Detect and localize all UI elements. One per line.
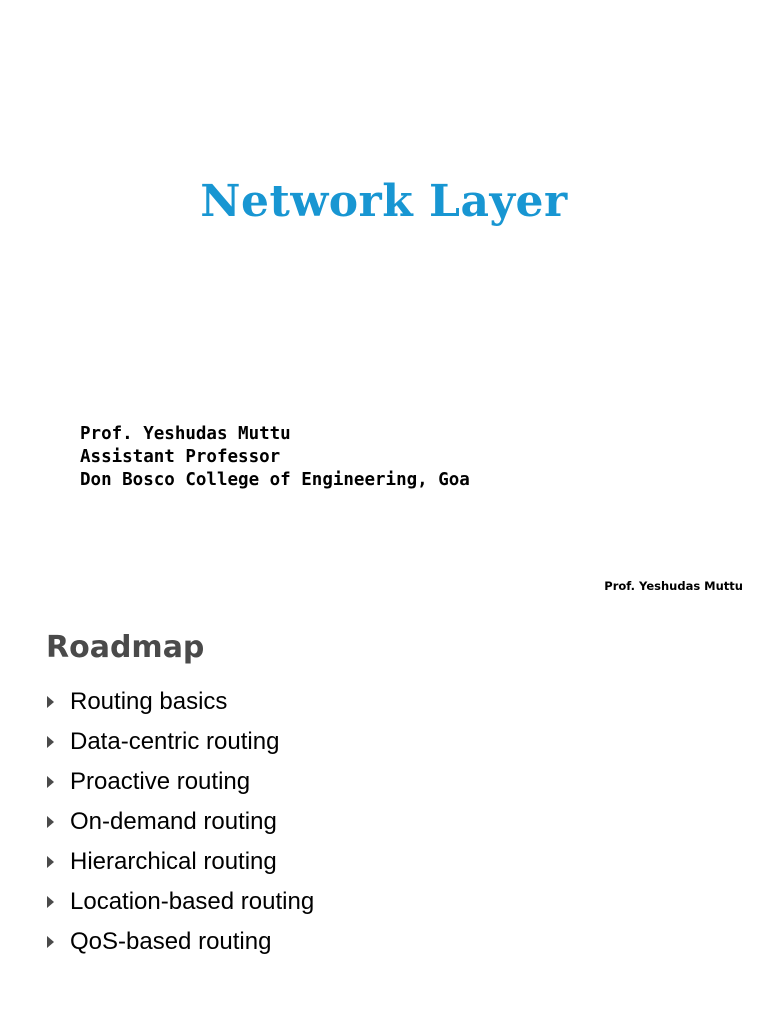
roadmap-heading: Roadmap [46,630,205,665]
slide-title: Network Layer [200,176,568,227]
list-item [46,882,314,922]
list-item [46,802,314,842]
list-item-label: QoS-based routing [70,928,272,955]
roadmap-list [46,682,314,962]
author-name: Prof. Yeshudas Muttu [80,424,291,444]
list-item [46,842,314,882]
list-item-label: Hierarchical routing [70,848,277,875]
roadmap-slide [0,608,768,1024]
list-item [46,682,314,722]
list-item-label: Data-centric routing [70,728,280,755]
list-item [46,762,314,802]
author-institution: Don Bosco College of Engineering, Goa [80,470,470,490]
slide-footer: Prof. Yeshudas Muttu [604,579,743,593]
triangle-bullet-icon [47,856,54,868]
triangle-bullet-icon [47,936,54,948]
triangle-bullet-icon [47,896,54,908]
triangle-bullet-icon [47,696,54,708]
list-item [46,722,314,762]
author-block [80,423,470,492]
triangle-bullet-icon [47,736,54,748]
list-item-label: Routing basics [70,688,228,715]
list-item [46,922,314,962]
triangle-bullet-icon [47,776,54,788]
author-position: Assistant Professor [80,447,281,467]
list-item-label: Proactive routing [70,768,251,795]
list-item-label: On-demand routing [70,808,277,835]
triangle-bullet-icon [47,816,54,828]
list-item-label: Location-based routing [70,888,315,915]
